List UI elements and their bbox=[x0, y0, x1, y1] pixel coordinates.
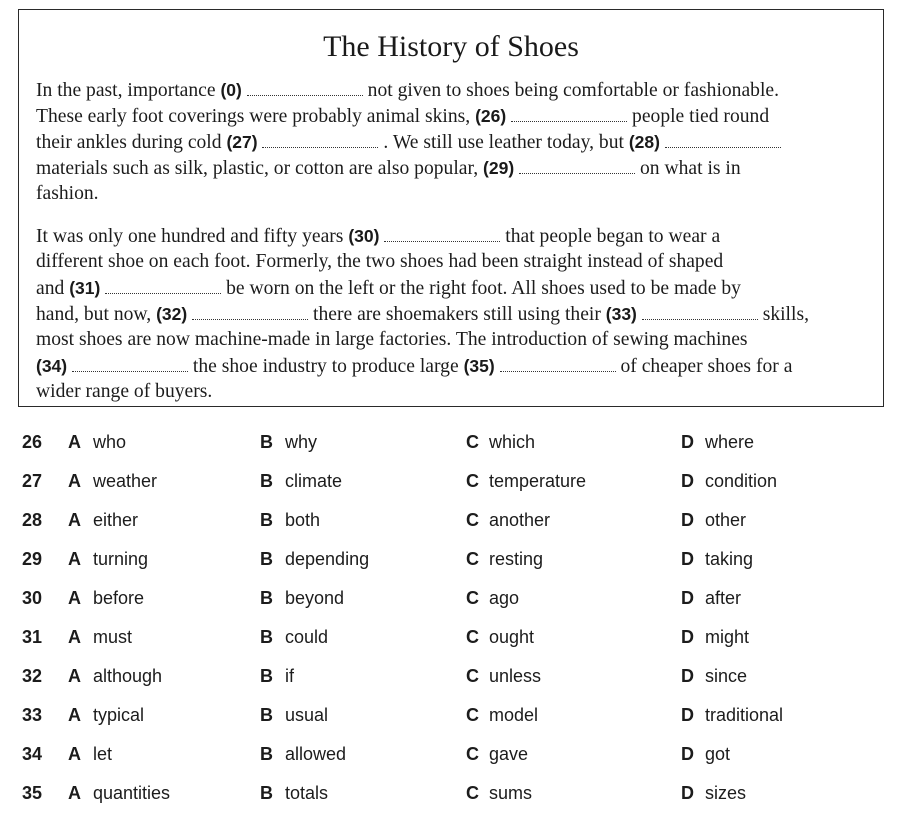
option-letter: B bbox=[260, 510, 273, 530]
gap-number: (35) bbox=[463, 356, 495, 376]
passage-text: that people began to wear a bbox=[500, 226, 721, 247]
option-letter: A bbox=[68, 471, 81, 491]
option-letter: B bbox=[260, 666, 273, 686]
option-text: both bbox=[285, 510, 321, 530]
option-letter: D bbox=[681, 783, 694, 803]
option-text: turning bbox=[93, 549, 149, 569]
option-text: weather bbox=[93, 471, 158, 491]
option-letter: B bbox=[260, 588, 273, 608]
gap-number: (30) bbox=[348, 226, 380, 246]
passage-box bbox=[18, 9, 884, 407]
passage-text bbox=[495, 356, 500, 377]
passage-text: people tied round bbox=[627, 106, 770, 127]
passage-text bbox=[187, 304, 192, 325]
option-text: totals bbox=[285, 783, 329, 803]
option-text: either bbox=[93, 510, 139, 530]
gap-number: (29) bbox=[483, 158, 515, 178]
option-letter: B bbox=[260, 705, 273, 725]
option-letter: A bbox=[68, 432, 81, 452]
option-text: let bbox=[93, 744, 113, 764]
answer-gap bbox=[105, 292, 221, 294]
passage-line bbox=[36, 78, 779, 103]
question-row bbox=[0, 703, 904, 733]
question-number: 33 bbox=[22, 705, 43, 725]
option-letter: C bbox=[466, 510, 479, 530]
option-letter: C bbox=[466, 471, 479, 491]
question-number: 35 bbox=[22, 783, 43, 803]
passage-line bbox=[36, 276, 741, 301]
passage-text: materials such as silk, plastic, or cotton are also popular, bbox=[36, 158, 484, 179]
option-letter: C bbox=[466, 705, 479, 725]
option-text: taking bbox=[705, 549, 754, 569]
passage-line bbox=[36, 328, 748, 352]
passage-text: It was only one hundred and fifty years bbox=[36, 226, 349, 247]
option-text: before bbox=[93, 588, 145, 608]
option-text: beyond bbox=[285, 588, 345, 608]
answer-gap bbox=[500, 370, 616, 372]
passage-line bbox=[36, 302, 809, 327]
option-text: model bbox=[489, 705, 539, 725]
passage-text: the shoe industry to produce large bbox=[188, 356, 464, 377]
option-letter: B bbox=[260, 432, 273, 452]
option-text: which bbox=[489, 432, 536, 452]
option-letter: A bbox=[68, 744, 81, 764]
option-text: climate bbox=[285, 471, 343, 491]
option-letter: C bbox=[466, 666, 479, 686]
gap-number: (31) bbox=[69, 278, 101, 298]
passage-text: and bbox=[36, 278, 70, 299]
option-letter: D bbox=[681, 627, 694, 647]
answer-gap bbox=[192, 318, 308, 320]
gap-number: (28) bbox=[628, 132, 660, 152]
option-letter: A bbox=[68, 666, 81, 686]
question-row bbox=[0, 781, 904, 811]
gap-number: (27) bbox=[226, 132, 258, 152]
passage-text: fashion. bbox=[36, 183, 99, 204]
option-text: unless bbox=[489, 666, 542, 686]
passage-line bbox=[36, 156, 741, 181]
option-text: another bbox=[489, 510, 551, 530]
option-letter: C bbox=[466, 744, 479, 764]
question-number: 28 bbox=[22, 510, 43, 530]
gap-number: (34) bbox=[36, 356, 68, 376]
passage-text: In the past, importance bbox=[36, 80, 221, 101]
option-letter: B bbox=[260, 627, 273, 647]
option-letter: A bbox=[68, 588, 81, 608]
passage-line bbox=[36, 182, 99, 206]
option-text: other bbox=[705, 510, 747, 530]
passage-text bbox=[258, 132, 263, 153]
option-text: depending bbox=[285, 549, 370, 569]
passage-text bbox=[637, 304, 642, 325]
option-letter: D bbox=[681, 432, 694, 452]
option-letter: B bbox=[260, 744, 273, 764]
option-text: who bbox=[93, 432, 127, 452]
question-row bbox=[0, 664, 904, 694]
question-row bbox=[0, 547, 904, 577]
question-number: 34 bbox=[22, 744, 43, 764]
answer-gap bbox=[642, 318, 758, 320]
option-letter: D bbox=[681, 744, 694, 764]
gap-number: (32) bbox=[156, 304, 188, 324]
answer-gap bbox=[262, 146, 378, 148]
passage-text bbox=[67, 356, 72, 377]
option-letter: D bbox=[681, 549, 694, 569]
passage-text bbox=[379, 226, 384, 247]
passage-text bbox=[242, 80, 247, 101]
option-letter: C bbox=[466, 549, 479, 569]
option-letter: C bbox=[466, 432, 479, 452]
option-letter: A bbox=[68, 627, 81, 647]
passage-text: their ankles during cold bbox=[36, 132, 227, 153]
option-letter: A bbox=[68, 705, 81, 725]
passage-line bbox=[36, 104, 769, 129]
option-letter: A bbox=[68, 783, 81, 803]
passage-text: most shoes are now machine-made in large factories. The introduction of sewing machines bbox=[36, 329, 748, 350]
option-text: where bbox=[705, 432, 755, 452]
question-number: 26 bbox=[22, 432, 43, 452]
question-number: 31 bbox=[22, 627, 43, 647]
option-text: after bbox=[705, 588, 742, 608]
passage-line bbox=[36, 250, 723, 274]
passage-text bbox=[514, 158, 519, 179]
option-letter: A bbox=[68, 510, 81, 530]
passage-text: be worn on the left or the right foot. All shoes used to be made by bbox=[221, 278, 741, 299]
question-number: 27 bbox=[22, 471, 43, 491]
passage-text: there are shoemakers still using their bbox=[308, 304, 606, 325]
passage-text: of cheaper shoes for a bbox=[615, 356, 793, 377]
option-text: sums bbox=[489, 783, 533, 803]
gap-number: (0) bbox=[220, 80, 242, 100]
passage-line bbox=[36, 354, 792, 379]
option-text: if bbox=[285, 666, 294, 686]
option-letter: D bbox=[681, 705, 694, 725]
passage-line bbox=[36, 224, 720, 249]
option-letter: D bbox=[681, 471, 694, 491]
option-letter: C bbox=[466, 783, 479, 803]
option-text: why bbox=[285, 432, 318, 452]
option-letter: D bbox=[681, 510, 694, 530]
option-letter: D bbox=[681, 588, 694, 608]
passage-text bbox=[100, 278, 105, 299]
answer-gap bbox=[511, 120, 627, 122]
answer-gap bbox=[247, 94, 363, 96]
option-text: gave bbox=[489, 744, 529, 764]
question-number: 30 bbox=[22, 588, 43, 608]
answer-gap bbox=[665, 146, 781, 148]
option-text: could bbox=[285, 627, 329, 647]
answer-gap bbox=[519, 172, 635, 174]
option-letter: C bbox=[466, 588, 479, 608]
option-text: got bbox=[705, 744, 731, 764]
passage-text bbox=[506, 106, 511, 127]
question-number: 29 bbox=[22, 549, 43, 569]
passage-text: hand, but now, bbox=[36, 304, 157, 325]
option-text: ago bbox=[489, 588, 520, 608]
option-letter: C bbox=[466, 627, 479, 647]
question-row bbox=[0, 469, 904, 499]
passage-title: The History of Shoes bbox=[323, 30, 579, 63]
option-text: resting bbox=[489, 549, 544, 569]
option-letter: B bbox=[260, 549, 273, 569]
option-text: ought bbox=[489, 627, 535, 647]
question-row bbox=[0, 508, 904, 538]
passage-text: skills, bbox=[757, 304, 809, 325]
option-letter: D bbox=[681, 666, 694, 686]
option-text: might bbox=[705, 627, 750, 647]
answer-gap bbox=[72, 370, 188, 372]
option-letter: B bbox=[260, 471, 273, 491]
gap-number: (33) bbox=[605, 304, 637, 324]
option-text: must bbox=[93, 627, 133, 647]
option-letter: B bbox=[260, 783, 273, 803]
gap-number: (26) bbox=[475, 106, 507, 126]
question-row bbox=[0, 430, 904, 460]
passage-text: different shoe on each foot. Formerly, the two shoes had been straight instead of shaped bbox=[36, 251, 724, 272]
option-text: since bbox=[705, 666, 748, 686]
option-text: typical bbox=[93, 705, 145, 725]
passage-line bbox=[36, 380, 212, 404]
option-text: temperature bbox=[489, 471, 587, 491]
question-number: 32 bbox=[22, 666, 43, 686]
passage-text: wider range of buyers. bbox=[36, 381, 213, 402]
option-letter: A bbox=[68, 549, 81, 569]
option-text: allowed bbox=[285, 744, 347, 764]
option-text: quantities bbox=[93, 783, 171, 803]
option-text: condition bbox=[705, 471, 778, 491]
option-text: sizes bbox=[705, 783, 747, 803]
passage-text: on what is in bbox=[635, 158, 741, 179]
passage-line bbox=[36, 130, 781, 155]
question-row bbox=[0, 586, 904, 616]
option-text: although bbox=[93, 666, 163, 686]
passage-text: . We still use leather today, but bbox=[378, 132, 629, 153]
passage-text: These early foot coverings were probably animal skins, bbox=[36, 106, 476, 127]
option-text: usual bbox=[285, 705, 329, 725]
answer-gap bbox=[384, 240, 500, 242]
passage-text bbox=[660, 132, 665, 153]
question-row bbox=[0, 625, 904, 655]
question-row bbox=[0, 742, 904, 772]
passage-text: not given to shoes being comfortable or fashionable. bbox=[362, 80, 780, 101]
option-text: traditional bbox=[705, 705, 784, 725]
